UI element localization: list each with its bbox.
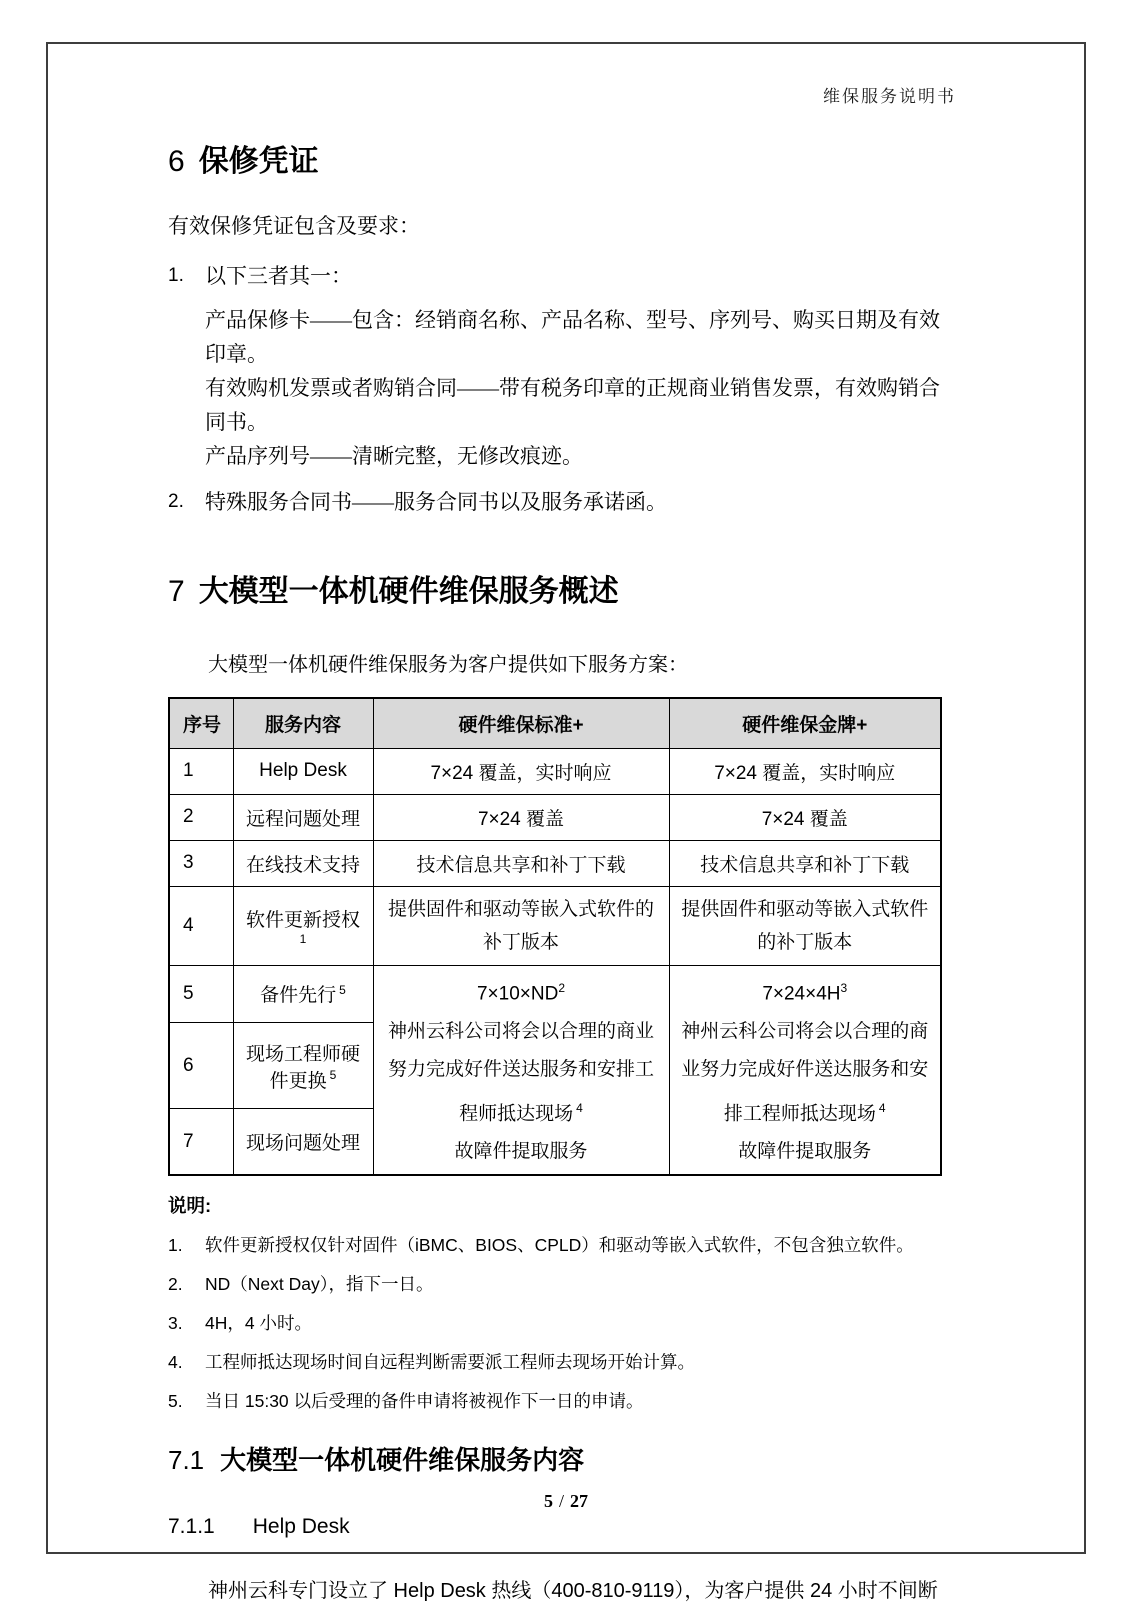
section-6-heading	[168, 143, 956, 181]
page-total: 27	[570, 1491, 588, 1511]
page-separator: /	[558, 1491, 564, 1511]
col-header-index: 序号	[169, 698, 233, 748]
document-header	[168, 82, 956, 107]
section-7-1-1-paragraph: 神州云科专门设立了 Help Desk 热线（400-810-9119），为客户提供 24 小时不间断	[208, 1580, 938, 1603]
detail-line: 产品保修卡——包含：经销商名称、产品名称、型号、序列号、购买日期及有效印章。	[205, 308, 940, 366]
cell-service: 备件先行 $^5$	[233, 965, 373, 1023]
table-row	[169, 794, 941, 840]
service-plan-table	[168, 697, 942, 1176]
page-footer	[48, 1491, 1084, 1512]
table-row	[169, 886, 941, 965]
footnote-ref: 2	[558, 980, 566, 995]
footnote-ref: 3	[840, 980, 848, 995]
note-text: 当日 15:30 以后受理的备件申请将被视作下一日的申请。	[205, 1391, 644, 1412]
sla-gold: $7\times 24\times 4H^3$	[762, 980, 848, 1004]
col-header-standard: 硬件维保标准+	[373, 698, 669, 748]
list-item-1	[168, 261, 956, 291]
cell-service: 远程问题处理	[233, 794, 373, 840]
col-header-service: 服务内容	[233, 698, 373, 748]
footnote-ref: 5	[329, 1068, 337, 1083]
sla-standard: $7\times 10\times ND^2$	[476, 980, 566, 1004]
note-number: 2.	[168, 1274, 183, 1295]
note-text: ND（Next Day），指下一日。	[205, 1274, 434, 1295]
note-number: 3.	[168, 1313, 183, 1334]
list-item-1-number: 1.	[168, 265, 184, 286]
section-7-1-number: 7.1	[168, 1445, 205, 1476]
cell-service: 软件更新授权 1	[233, 886, 373, 965]
note-item	[168, 1233, 956, 1257]
detail-line: 产品序列号——清晰完整，无修改痕迹。	[205, 444, 583, 468]
section-7-1-1-title: Help Desk	[252, 1515, 350, 1539]
cell-service: Help Desk	[233, 748, 373, 794]
sla-standard-desc: 神州云科公司将会以合理的商业努力完成好件送达服务和安排工程师抵达现场 $^4$	[387, 1020, 654, 1125]
table-header-row	[169, 698, 941, 748]
cell-index: 3	[169, 840, 233, 886]
note-number: 4.	[168, 1352, 183, 1373]
list-item-1-text: 以下三者其一：	[205, 264, 352, 288]
section-7-1-1-heading	[168, 1513, 956, 1541]
section-7-1-title: 大模型一体机硬件维保服务内容	[220, 1445, 585, 1476]
note-text: 工程师抵达现场时间自远程判断需要派工程师去现场开始计算。	[205, 1352, 695, 1373]
section-7-1-1-number: 7.1.1	[168, 1515, 215, 1539]
cell-standard: 技术信息共享和补丁下载	[373, 840, 669, 886]
notes-label: 说明:	[168, 1195, 212, 1217]
section-7-number: 7	[168, 575, 185, 608]
cell-index: 2	[169, 794, 233, 840]
col-header-gold: 硬件维保金牌+	[669, 698, 941, 748]
cell-index: 5	[169, 965, 233, 1023]
sla-standard-tail: 故障件提取服务	[454, 1141, 588, 1163]
note-number: 1.	[168, 1235, 183, 1256]
section-7-1-heading	[168, 1443, 956, 1477]
footnote-ref: 4	[878, 1100, 886, 1115]
list-item-2-text: 特殊服务合同书——服务合同书以及服务承诺函。	[205, 490, 667, 514]
detail-line: 有效购机发票或者购销合同——带有税务印章的正规商业销售发票，有效购销合同书。	[205, 376, 940, 434]
cell-gold-merged	[669, 965, 941, 1175]
cell-service: 现场问题处理	[233, 1109, 373, 1176]
section-6-number: 6	[168, 145, 185, 178]
cell-gold: 7×24 覆盖	[669, 794, 941, 840]
cell-index: 4	[169, 886, 233, 965]
section-7-heading	[168, 573, 956, 611]
cell-index: 6	[169, 1023, 233, 1109]
note-item	[168, 1389, 956, 1413]
cell-standard: 7×24 覆盖，实时响应	[373, 748, 669, 794]
cell-service: 在线技术支持	[233, 840, 373, 886]
list-item-1-details	[168, 303, 956, 473]
cell-gold: 提供固件和驱动等嵌入式软件的补丁版本	[669, 886, 941, 965]
table-row	[169, 748, 941, 794]
section-7-title: 大模型一体机硬件维保服务概述	[198, 575, 619, 608]
cell-standard: 提供固件和驱动等嵌入式软件的补丁版本	[373, 886, 669, 965]
cell-gold: 技术信息共享和补丁下载	[669, 840, 941, 886]
cell-service: 现场工程师硬件更换 $^5$	[233, 1023, 373, 1109]
cell-index: 7	[169, 1109, 233, 1176]
page-number: 5	[543, 1491, 553, 1511]
list-item-2	[168, 487, 956, 517]
note-item	[168, 1311, 956, 1335]
footnote-ref: 5	[339, 983, 346, 997]
section-6-title: 保修凭证	[198, 145, 319, 178]
sla-gold-tail: 故障件提取服务	[738, 1141, 872, 1163]
list-item-2-number: 2.	[168, 491, 184, 512]
footnote-ref: 4	[576, 1100, 583, 1115]
sla-gold-desc: 神州云科公司将会以合理的商业努力完成好件送达服务和安排工程师抵达现场 $^4$	[681, 1020, 929, 1125]
note-item	[168, 1350, 956, 1374]
note-text: 4H，4 小时。	[205, 1313, 312, 1334]
cell-gold: 7×24 覆盖，实时响应	[669, 748, 941, 794]
footnote-ref: 1	[299, 932, 307, 946]
section-7-intro: 大模型一体机硬件维保服务为客户提供如下服务方案：	[208, 654, 688, 676]
cell-index: 1	[169, 748, 233, 794]
header-title: 维保服务说明书	[823, 87, 956, 106]
note-item	[168, 1272, 956, 1296]
table-row	[169, 840, 941, 886]
section-6-lead: 有效保修凭证包含及要求：	[168, 214, 420, 238]
page	[46, 42, 1086, 1603]
cell-standard: 7×24 覆盖	[373, 794, 669, 840]
note-text: 软件更新授权仅针对固件（iBMC、BIOS、CPLD）和驱动等嵌入式软件，不包含独立软件。	[205, 1235, 914, 1256]
cell-standard-merged	[373, 965, 669, 1175]
note-number: 5.	[168, 1391, 183, 1412]
table-row	[169, 965, 941, 1023]
